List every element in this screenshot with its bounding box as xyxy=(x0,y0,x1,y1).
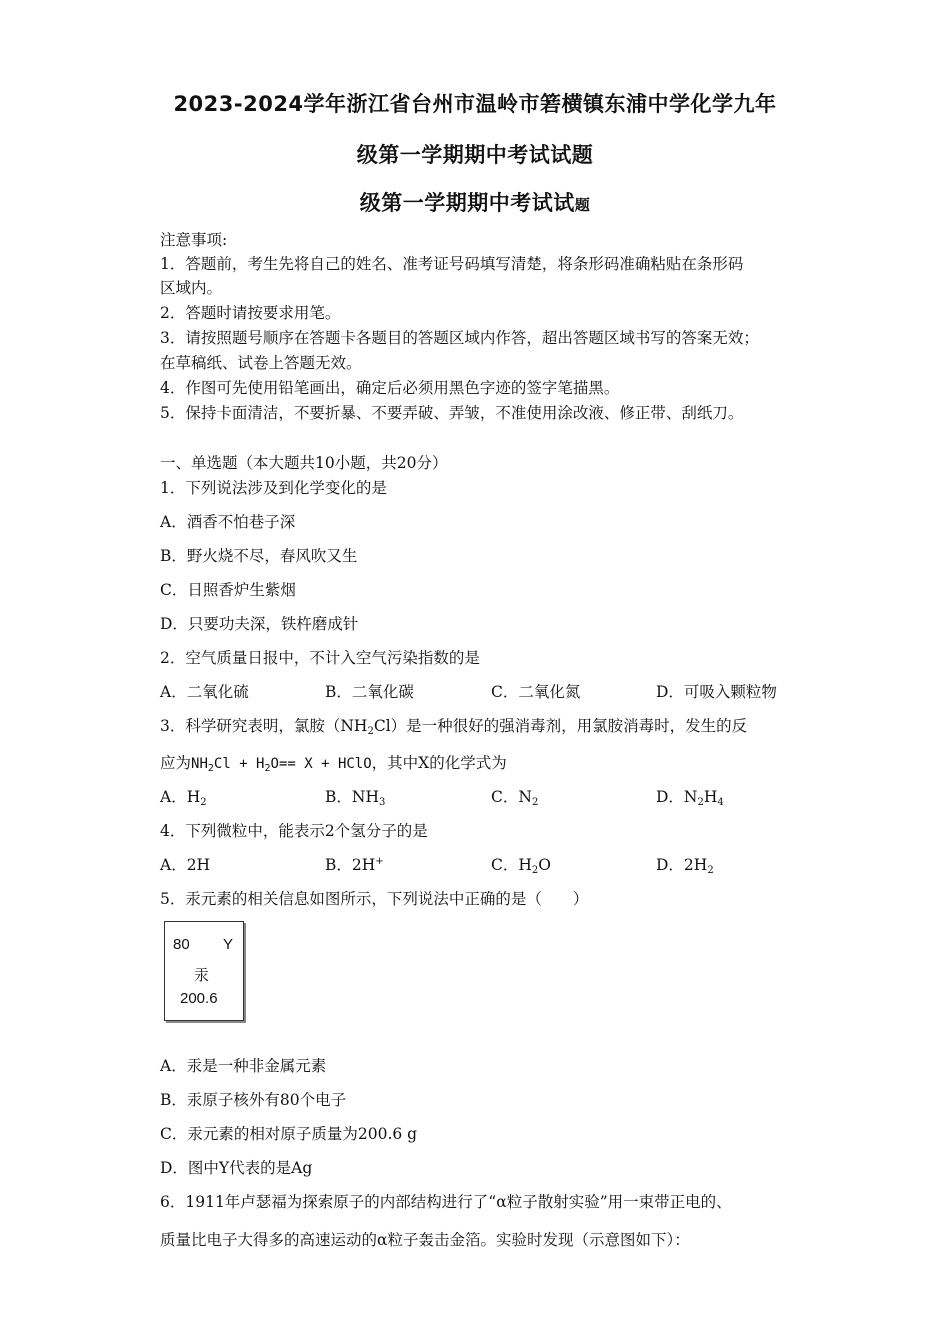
section-heading: 一、单选题（本大题共10小题，共20分） xyxy=(160,454,448,472)
question-3-equation xyxy=(191,756,372,772)
element-card xyxy=(164,921,244,1021)
question-2-option-d: D．可吸入颗粒物 xyxy=(656,683,777,701)
exam-title-line1: 2023-2024学年浙江省台州市温岭市箬横镇东浦中学化学九年 xyxy=(173,92,777,116)
question-6-line2: 质量比电子大得多的高速运动的α粒子轰击金箔。实验时发现（示意图如下）： xyxy=(160,1231,690,1249)
question-1-stem: 1．下列说法涉及到化学变化的是 xyxy=(160,479,387,497)
q3-d-sub2: 4 xyxy=(717,797,724,808)
notice-item-3a: 3．请按照题号顺序在答题卡各题目的答题区域内作答，超出答题区域书写的答案无效； xyxy=(160,329,759,347)
q3-a-sub: 2 xyxy=(200,797,207,808)
eq-part-2: Cl + H xyxy=(213,756,265,772)
question-2-option-a: A．二氧化硫 xyxy=(160,683,249,701)
q4-c-label: C．H xyxy=(491,856,532,874)
question-6-line1: 6．1911年卢瑟福为探索原子的内部结构进行了“α粒子散射实验”用一束带正电的、 xyxy=(160,1193,732,1211)
question-3-stem-sub: 2 xyxy=(367,726,374,737)
eq-part-3: O== X + HClO xyxy=(270,756,372,772)
exam-title-line3 xyxy=(0,187,950,217)
q4-c-sub: 2 xyxy=(531,865,539,876)
q3-d-sub1: 2 xyxy=(697,797,704,808)
q4-b-sup: + xyxy=(375,856,384,867)
question-3-option-a xyxy=(160,785,207,808)
eq-sub-2: 2 xyxy=(264,763,271,774)
q4-d-sub: 2 xyxy=(707,865,714,876)
notice-item-3b: 在草稿纸、试卷上答题无效。 xyxy=(160,354,362,372)
question-4-option-a: A．2H xyxy=(160,856,211,874)
q3-d-mid: H xyxy=(703,788,718,806)
notice-heading: 注意事项: xyxy=(160,231,228,249)
question-3-option-b xyxy=(325,785,385,808)
q3-c-label: C．N xyxy=(491,788,532,806)
q3-d-label: D．N xyxy=(656,788,698,806)
eq-part-1: NH xyxy=(191,756,208,772)
exam-title-line3-small: 题 xyxy=(574,196,591,214)
question-1-option-c: C．日照香炉生紫烟 xyxy=(160,581,296,599)
question-2-option-b: B．二氧化碳 xyxy=(325,683,414,701)
element-symbol: Y xyxy=(223,936,234,953)
notice-item-4: 4．作图可先使用铅笔画出，确定后必须用黑色字迹的签字笔描黑。 xyxy=(160,379,620,397)
question-3-stem-part1: 3．科学研究表明，氯胺（NH xyxy=(160,717,368,735)
question-1-option-d: D．只要功夫深，铁杵磨成针 xyxy=(160,615,359,633)
exam-title-line3-main: 级第一学期期中考试试 xyxy=(359,191,575,215)
notice-item-2: 2．答题时请按要求用笔。 xyxy=(160,304,341,322)
question-3-stem xyxy=(160,714,747,737)
notice-item-1a: 1．答题前，考生先将自己的姓名、准考证号码填写清楚，将条形码准确粘贴在条形码 xyxy=(160,255,744,273)
q4-c-tail: O xyxy=(538,856,551,874)
question-4-stem: 4．下列微粒中，能表示2个氢分子的是 xyxy=(160,822,428,840)
question-3-option-d xyxy=(656,785,724,808)
q3-b-label: B．NH xyxy=(325,788,379,806)
question-3-eq-suffix: ，其中X的化学式为 xyxy=(371,754,507,772)
q3-b-sub: 3 xyxy=(378,797,386,808)
question-4-option-b xyxy=(325,853,384,875)
question-1-option-a: A．酒香不怕巷子深 xyxy=(160,513,296,531)
question-4-option-d xyxy=(656,853,714,876)
element-atomic-number: 80 xyxy=(173,936,190,953)
question-2-stem: 2．空气质量日报中，不计入空气污染指数的是 xyxy=(160,649,480,667)
q3-c-sub: 2 xyxy=(531,797,539,808)
notice-item-1b: 区域内。 xyxy=(160,279,223,297)
question-3-stem-part2: Cl）是一种很好的强消毒剂，用氯胺消毒时，发生的反 xyxy=(373,717,748,735)
q4-b-label: B．2H xyxy=(325,856,376,874)
question-5-option-c: C．汞元素的相对原子质量为200.6 g xyxy=(160,1125,418,1143)
element-atomic-mass: 200.6 xyxy=(180,990,218,1007)
q3-a-label: A．H xyxy=(160,788,201,806)
question-1-option-b: B．野火烧不尽，春风吹又生 xyxy=(160,547,358,565)
question-5-option-b: B．汞原子核外有80个电子 xyxy=(160,1091,347,1109)
question-3-option-c xyxy=(491,785,538,808)
question-5-stem: 5．汞元素的相关信息如图所示，下列说法中正确的是（ ） xyxy=(160,890,589,908)
exam-title-line2: 级第一学期期中考试试题 xyxy=(356,143,594,167)
q4-d-label: D．2H xyxy=(656,856,708,874)
question-5-option-a: A．汞是一种非金属元素 xyxy=(160,1057,327,1075)
question-4-option-c xyxy=(491,853,551,876)
question-5-option-d: D．图中Y代表的是Ag xyxy=(160,1159,313,1177)
eq-sub-1: 2 xyxy=(207,763,214,774)
question-3-eq-prefix: 应为 xyxy=(160,754,192,772)
question-3-equation-line xyxy=(160,751,507,774)
element-name: 汞 xyxy=(194,966,210,984)
question-2-option-c: C．二氧化氮 xyxy=(491,683,581,701)
notice-item-5: 5．保持卡面清洁，不要折暴、不要弄破、弄皱，不准使用涂改液、修正带、刮纸刀。 xyxy=(160,404,744,422)
